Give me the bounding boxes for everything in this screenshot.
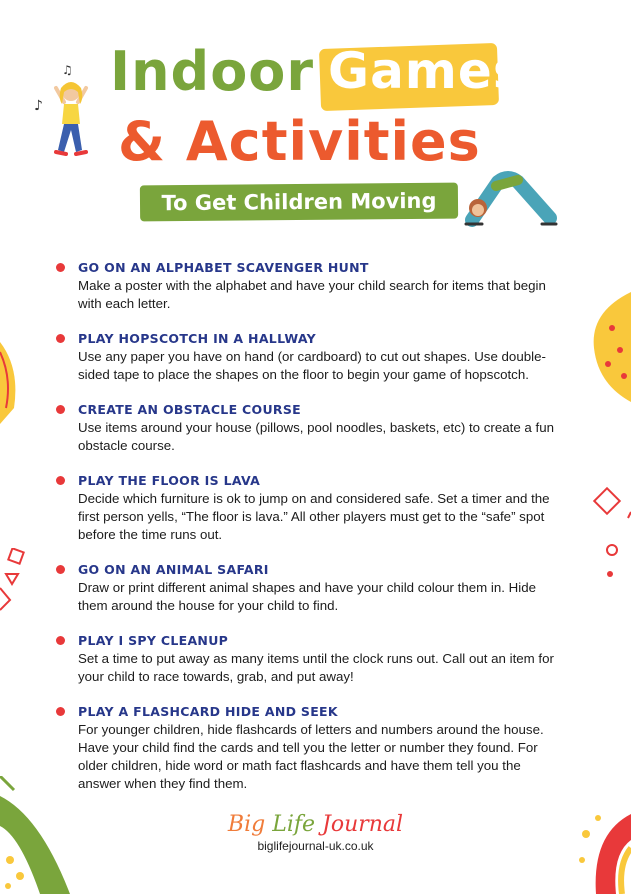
activity-title: GO ON AN ALPHABET SCAVENGER HUNT <box>78 260 369 275</box>
bullet-dot-icon <box>56 636 65 645</box>
title-games-highlight <box>328 42 524 100</box>
bullet-dot-icon <box>56 334 65 343</box>
activity-item <box>56 400 556 455</box>
subtitle-text: To Get Children Moving <box>161 188 437 216</box>
activity-title: PLAY A FLASHCARD HIDE AND SEEK <box>78 704 338 719</box>
activity-list <box>56 258 556 809</box>
activity-description: Use items around your house (pillows, pool noodles, baskets, etc) to create a fun obstacle course. <box>78 420 554 453</box>
activity-item <box>56 702 556 793</box>
brand-life: Life <box>272 812 316 837</box>
activity-description: Make a poster with the alphabet and have your child search for items that begin with each letter. <box>78 278 546 311</box>
activity-item <box>56 258 556 313</box>
brand-big: Big <box>227 812 266 837</box>
title-games: Games <box>328 42 524 100</box>
activity-description: Draw or print different animal shapes and have your child colour them in. Hide them around the house for your child to find. <box>78 580 536 613</box>
bullet-dot-icon <box>56 565 65 574</box>
bullet-dot-icon <box>56 263 65 272</box>
activity-item <box>56 471 556 544</box>
title-indoor: Indoor <box>110 39 315 103</box>
activity-title: PLAY HOPSCOTCH IN A HALLWAY <box>78 331 317 346</box>
activity-description: Set a time to put away as many items until the clock runs out. Call out an item for your child to race towards, grab, and put away! <box>78 651 554 684</box>
activity-title: PLAY THE FLOOR IS LAVA <box>78 473 261 488</box>
activity-item <box>56 631 556 686</box>
website-link[interactable]: biglifejournal-uk.co.uk <box>257 839 374 853</box>
bullet-dot-icon <box>56 405 65 414</box>
activity-title: PLAY I SPY CLEANUP <box>78 633 229 648</box>
brand-journal: Journal <box>322 812 404 837</box>
brand-logo <box>0 812 631 837</box>
activity-description: For younger children, hide flashcards of letters and numbers around the house. Have your child find the cards and tell you the letter or number they found. For older children, hide word or math fact flashcards and have them tell you the answer when they find them. <box>78 722 544 791</box>
bullet-dot-icon <box>56 476 65 485</box>
right-shapes-decoration <box>588 482 631 582</box>
activity-item <box>56 329 556 384</box>
page-footer <box>0 812 631 853</box>
activity-title: CREATE AN OBSTACLE COURSE <box>78 402 301 417</box>
activity-description: Use any paper you have on hand (or cardboard) to cut out shapes. Use double-sided tape to place the shapes on the floor to begin your game of hopscotch. <box>78 349 546 382</box>
title-line-1 <box>110 36 524 106</box>
page-header <box>0 0 631 240</box>
right-yellow-circle-decoration <box>590 292 631 402</box>
bullet-dot-icon <box>56 707 65 716</box>
svg-text:♫: ♫ <box>62 63 73 77</box>
svg-text:♪: ♪ <box>34 98 43 114</box>
activity-title: GO ON AN ANIMAL SAFARI <box>78 562 269 577</box>
title-activities: & Activities <box>118 110 481 173</box>
activity-description: Decide which furniture is ok to jump on and considered safe. Set a timer and the first person yells, “The floor is lava.” All other players must get to the “safe” spot before the time runs out. <box>78 491 550 542</box>
yellow-swirl-decoration <box>0 338 22 428</box>
left-shapes-decoration <box>0 548 32 618</box>
subtitle-banner <box>140 183 458 222</box>
activity-item <box>56 560 556 615</box>
